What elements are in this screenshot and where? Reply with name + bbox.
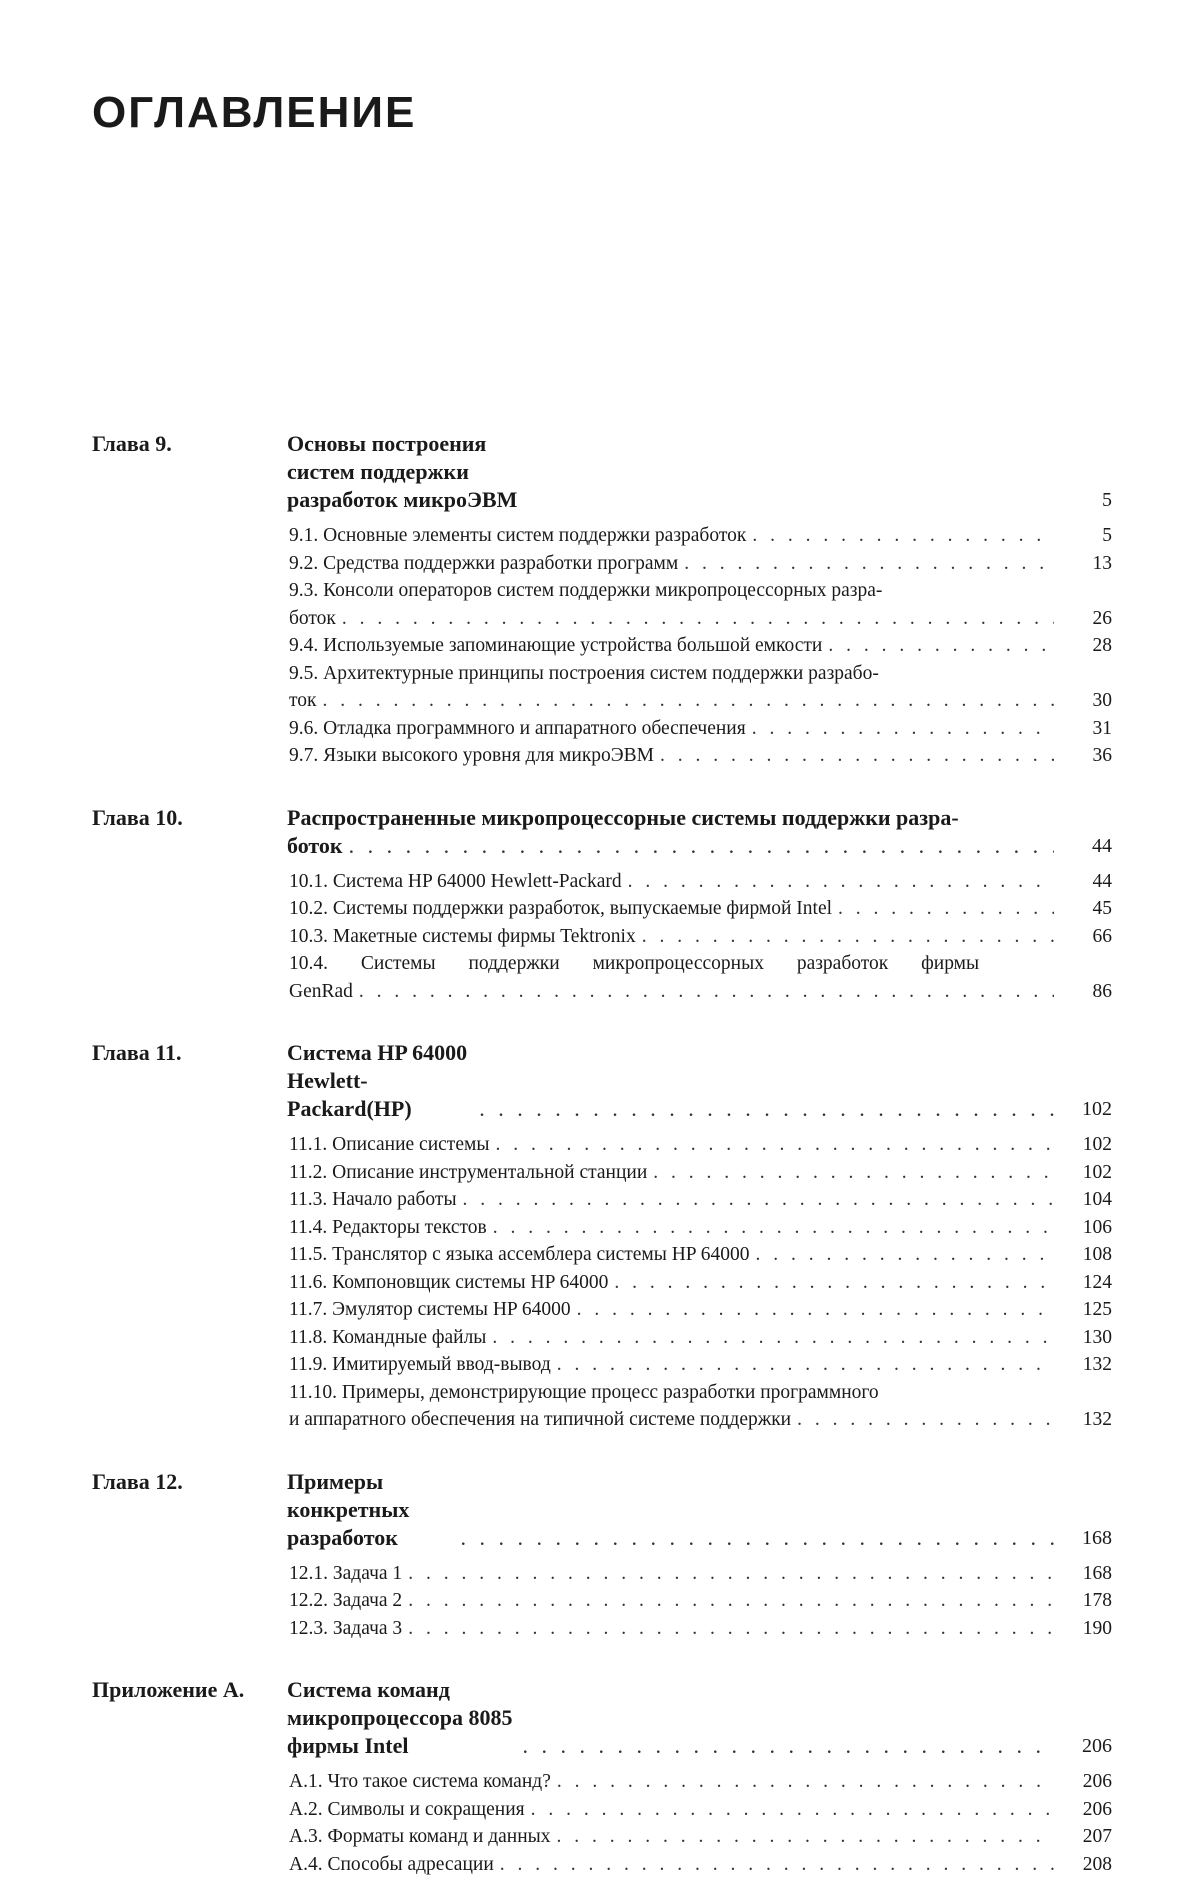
leader-dots: [463, 1186, 1054, 1214]
leader-dots: [349, 832, 1054, 860]
chapter-12: [92, 1468, 1112, 1643]
section-title: Описание инструментальной станции: [332, 1162, 647, 1183]
leader-dots: [408, 1587, 1054, 1615]
section-title: Редакторы текстов: [332, 1217, 487, 1238]
page-number: 102: [1060, 1159, 1112, 1187]
leader-dots: [577, 1296, 1054, 1324]
chapter-10: [92, 804, 1112, 1006]
section-title: Отладка программного и аппаратного обеспечения: [323, 718, 746, 739]
toc-entry-a-2[interactable]: [289, 1796, 1112, 1824]
page-number: 5: [1060, 486, 1112, 514]
leader-dots: [797, 1406, 1054, 1434]
leader-dots: [342, 605, 1054, 633]
page-number: 132: [1060, 1406, 1112, 1434]
toc-entry-11-5[interactable]: [289, 1241, 1112, 1269]
section-number: 11.6.: [289, 1272, 327, 1293]
chapter-title-row[interactable]: [287, 430, 1112, 514]
section-number: 11.9.: [289, 1354, 327, 1375]
section-number: 10.2.: [289, 898, 328, 919]
appendix-a: [92, 1676, 1112, 1878]
section-title-line1: Системы поддержки микропроцессорных разработок фирмы: [361, 953, 979, 974]
section-title: Способы адресации: [327, 1854, 493, 1875]
section-number: 12.1.: [289, 1563, 328, 1584]
section-title: Форматы команд и данных: [327, 1826, 550, 1847]
page-number: 206: [1060, 1732, 1112, 1760]
toc-entry-a-4[interactable]: [289, 1851, 1112, 1878]
page-number: 208: [1060, 1851, 1112, 1878]
leader-dots: [495, 1131, 1054, 1159]
toc-entry-10-3[interactable]: [289, 923, 1112, 951]
toc-entry-10-4[interactable]: [289, 950, 1112, 1005]
section-number: 10.3.: [289, 926, 328, 947]
leader-dots: [752, 522, 1054, 550]
page-number: 5: [1060, 522, 1112, 550]
page-number: 178: [1060, 1587, 1112, 1615]
toc-entry-9-6[interactable]: [289, 715, 1112, 743]
leader-dots: [557, 1768, 1054, 1796]
section-title: Основные элементы систем поддержки разработок: [323, 525, 746, 546]
toc-entry-12-3[interactable]: [289, 1615, 1112, 1643]
page-number: 104: [1060, 1186, 1112, 1214]
section-title: Языки высокого уровня для микроЭВМ: [323, 745, 654, 766]
section-number: 9.6.: [289, 718, 318, 739]
section-number: 11.5.: [289, 1244, 327, 1265]
toc-entry-10-1[interactable]: [289, 868, 1112, 896]
section-title: Макетные системы фирмы Tektronix: [333, 926, 636, 947]
chapter-title: Система HP 64000 Hewlett-Packard(HP): [287, 1039, 473, 1123]
section-title-line1: Архитектурные принципы построения систем поддержки разрабо-: [323, 663, 879, 684]
chapter-title-row[interactable]: [287, 804, 1112, 860]
section-title-line2: ток: [289, 687, 317, 715]
section-title-line2: боток: [289, 605, 336, 633]
section-number: 9.3.: [289, 580, 318, 601]
page-number: 190: [1060, 1615, 1112, 1643]
chapter-title: Примеры конкретных разработок: [287, 1468, 455, 1552]
section-title: Транслятор с языка ассемблера системы HP 64000: [332, 1244, 749, 1265]
leader-dots: [531, 1796, 1054, 1824]
page-number: 44: [1060, 868, 1112, 896]
page-number: 102: [1060, 1131, 1112, 1159]
section-number: 9.7.: [289, 745, 318, 766]
section-title: Описание системы: [332, 1134, 489, 1155]
leader-dots: [323, 687, 1055, 715]
chapter-title: Система команд микропроцессора 8085 фирмы Intel: [287, 1676, 516, 1760]
section-title: Задача 3: [333, 1618, 402, 1639]
page-number: 207: [1060, 1823, 1112, 1851]
leader-dots: [653, 1159, 1054, 1187]
section-number: 9.4.: [289, 635, 318, 656]
section-title: Задача 2: [333, 1590, 402, 1611]
page-number: 124: [1060, 1269, 1112, 1297]
leader-dots: [614, 1269, 1054, 1297]
chapter-9: [92, 430, 1112, 770]
page-number: 106: [1060, 1214, 1112, 1242]
page-number: 168: [1060, 1560, 1112, 1588]
leader-dots: [628, 868, 1054, 896]
leader-dots: [359, 978, 1054, 1006]
leader-dots: [838, 895, 1054, 923]
section-title-line2: GenRad: [289, 978, 353, 1006]
section-number: 9.1.: [289, 525, 318, 546]
section-number: 9.5.: [289, 663, 318, 684]
chapter-title: Основы построения систем поддержки разработок микроЭВМ: [287, 430, 546, 514]
page-number: 44: [1060, 832, 1112, 860]
section-title: Средства поддержки разработки программ: [323, 553, 678, 574]
section-title: Системы поддержки разработок, выпускаемые фирмой Intel: [333, 898, 832, 919]
chapter-11: [92, 1039, 1112, 1434]
section-number: 9.2.: [289, 553, 318, 574]
page-number: 102: [1060, 1095, 1112, 1123]
section-title: Задача 1: [333, 1563, 402, 1584]
page-number: 30: [1060, 687, 1112, 715]
chapter-label: Глава 9.: [92, 430, 282, 458]
leader-dots: [828, 632, 1054, 660]
toc-entry-12-2[interactable]: [289, 1587, 1112, 1615]
section-title: Компоновщик системы HP 64000: [332, 1272, 608, 1293]
leader-dots: [522, 1732, 1054, 1760]
page-number: 26: [1060, 605, 1112, 633]
chapter-title-line2: боток: [287, 832, 343, 860]
leader-dots: [756, 1241, 1054, 1269]
page-number: 13: [1060, 550, 1112, 578]
section-title-line2: и аппаратного обеспечения на типичной системе поддержки: [289, 1406, 791, 1434]
section-number: 11.3.: [289, 1189, 327, 1210]
section-number: А.3.: [289, 1826, 323, 1847]
page-number: 45: [1060, 895, 1112, 923]
page-number: 132: [1060, 1351, 1112, 1379]
leader-dots: [493, 1214, 1054, 1242]
toc-entry-9-7[interactable]: [289, 742, 1112, 770]
leader-dots: [660, 742, 1054, 770]
page-number: 108: [1060, 1241, 1112, 1269]
toc-entry-12-1[interactable]: [289, 1560, 1112, 1588]
chapter-title-row[interactable]: [287, 1039, 1112, 1123]
leader-dots: [408, 1560, 1054, 1588]
section-number: 11.7.: [289, 1299, 327, 1320]
section-number: 11.1.: [289, 1134, 327, 1155]
toc-entry-11-1[interactable]: [289, 1131, 1112, 1159]
toc-entry-a-1[interactable]: [289, 1768, 1112, 1796]
toc-entry-9-1[interactable]: [289, 522, 1112, 550]
page-number: 206: [1060, 1768, 1112, 1796]
section-number: 12.3.: [289, 1618, 328, 1639]
section-number: А.2.: [289, 1799, 323, 1820]
chapter-label: Глава 11.: [92, 1039, 282, 1067]
chapter-label: Глава 10.: [92, 804, 282, 832]
section-title: Имитируемый ввод-вывод: [332, 1354, 551, 1375]
leader-dots: [461, 1524, 1055, 1552]
chapter-title-row[interactable]: [287, 1468, 1112, 1552]
toc-entry-11-10[interactable]: [289, 1379, 1112, 1434]
leader-dots: [684, 550, 1054, 578]
toc-entry-11-2[interactable]: [289, 1159, 1112, 1187]
toc-entry-11-7[interactable]: [289, 1296, 1112, 1324]
toc-entry-a-3[interactable]: [289, 1823, 1112, 1851]
section-number: 10.1.: [289, 871, 328, 892]
section-title: Командные файлы: [332, 1327, 486, 1348]
leader-dots: [492, 1324, 1054, 1352]
page-number: 28: [1060, 632, 1112, 660]
section-number: 11.10.: [289, 1382, 337, 1403]
toc-entry-11-3[interactable]: [289, 1186, 1112, 1214]
chapter-title-line1: Распространенные микропроцессорные системы поддержки разра-: [287, 804, 959, 832]
leader-dots: [500, 1851, 1054, 1878]
chapter-title-row[interactable]: [287, 1676, 1112, 1760]
chapter-label: Приложение А.: [92, 1676, 282, 1704]
toc-entry-11-6[interactable]: [289, 1269, 1112, 1297]
page-number: 31: [1060, 715, 1112, 743]
page-title: ОГЛАВЛЕНИЕ: [92, 88, 416, 138]
section-title: Система HP 64000 Hewlett-Packard: [333, 871, 622, 892]
toc-entry-11-8[interactable]: [289, 1324, 1112, 1352]
page-number: 125: [1060, 1296, 1112, 1324]
toc-entry-11-9[interactable]: [289, 1351, 1112, 1379]
leader-dots: [752, 715, 1054, 743]
section-number: 11.2.: [289, 1162, 327, 1183]
toc-entry-11-4[interactable]: [289, 1214, 1112, 1242]
section-title: Символы и сокращения: [327, 1799, 524, 1820]
page-number: 66: [1060, 923, 1112, 951]
toc-entry-9-4[interactable]: [289, 632, 1112, 660]
leader-dots: [479, 1095, 1054, 1123]
section-number: 11.8.: [289, 1327, 327, 1348]
section-title-line1: Примеры, демонстрирующие процесс разработки программного: [342, 1382, 879, 1403]
page-number: 206: [1060, 1796, 1112, 1824]
page-number: 86: [1060, 978, 1112, 1006]
section-number: 12.2.: [289, 1590, 328, 1611]
section-title: Что такое система команд?: [327, 1771, 550, 1792]
leader-dots: [642, 923, 1054, 951]
section-title: Эмулятор системы HP 64000: [332, 1299, 571, 1320]
section-number: 11.4.: [289, 1217, 327, 1238]
section-title-line1: Консоли операторов систем поддержки микропроцессорных разра-: [323, 580, 882, 601]
page-number: 130: [1060, 1324, 1112, 1352]
section-number: А.4.: [289, 1854, 323, 1875]
page-number: 36: [1060, 742, 1112, 770]
section-number: 10.4.: [289, 953, 328, 974]
toc-entry-10-2[interactable]: [289, 895, 1112, 923]
section-title: Начало работы: [332, 1189, 456, 1210]
section-title: Используемые запоминающие устройства большой емкости: [323, 635, 822, 656]
toc-entry-9-2[interactable]: [289, 550, 1112, 578]
leader-dots: [408, 1615, 1054, 1643]
toc-entry-9-3[interactable]: [289, 577, 1112, 632]
page-number: 168: [1060, 1524, 1112, 1552]
section-number: А.1.: [289, 1771, 323, 1792]
leader-dots: [557, 1351, 1054, 1379]
chapter-label: Глава 12.: [92, 1468, 282, 1496]
toc-entry-9-5[interactable]: [289, 660, 1112, 715]
table-of-contents: [92, 430, 1112, 1878]
leader-dots: [557, 1823, 1055, 1851]
